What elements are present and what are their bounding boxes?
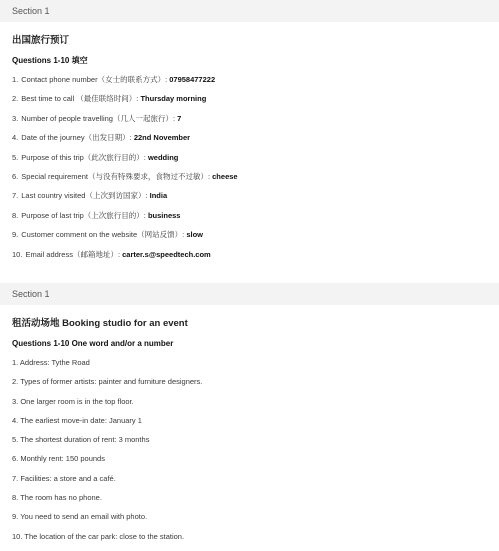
question-prompt: Email address（邮箱地址）: (25, 249, 123, 259)
section-header: Section 1 (0, 283, 499, 305)
statement-item: 9. You need to send an email with photo. (12, 512, 148, 522)
question-prompt: Best time to call （最佳联络时间）: (21, 94, 141, 104)
question-prompt: Purpose of this trip（此次旅行目的）: (21, 152, 148, 162)
question-prompt: Contact phone number（女士的联系方式）: (21, 75, 170, 84)
question-number: 4. (12, 133, 19, 143)
question-answer: business (147, 210, 181, 220)
questions-subtitle: Questions 1-10 填空 (12, 56, 88, 65)
question-answer: slow (186, 230, 203, 240)
statement-item: 6. Monthly rent: 150 pounds (12, 454, 105, 464)
statement-item: 5. The shortest duration of rent: 3 months (12, 435, 150, 445)
question-answer: Thursday morning (140, 94, 207, 104)
question-item (12, 109, 489, 128)
question-number: 3. (12, 113, 19, 123)
question-answer: India (149, 191, 168, 201)
statement-list (12, 353, 489, 546)
question-prompt: Special requirement（与没有特殊要求，食物过不过敏）: (21, 171, 213, 181)
question-item (12, 128, 489, 147)
section-title: 出国旅行预订 (12, 35, 70, 46)
question-answer: 22nd November (133, 133, 191, 143)
section-title: 租活动场地 Booking studio for an event (12, 318, 188, 329)
statement-item: 8. The room has no phone. (12, 493, 102, 503)
section-1-content (0, 35, 499, 264)
questions-subtitle: Questions 1-10 One word and/or a number (12, 339, 174, 348)
question-number: 10. (12, 249, 23, 259)
question-answer: 7 (177, 113, 182, 123)
question-item (12, 70, 489, 89)
question-number: 7. (12, 191, 19, 201)
question-number: 2. (12, 94, 19, 104)
question-prompt: Purpose of last trip（上次旅行目的）: (21, 210, 148, 220)
question-number: 8. (12, 210, 19, 220)
section-2 (0, 283, 499, 546)
question-list (12, 70, 489, 264)
statement-item: 7. Facilities: a store and a café. (12, 473, 116, 483)
question-answer: cheese (212, 171, 238, 181)
question-item (12, 89, 489, 108)
question-prompt: Customer comment on the website（网站反馈）: (21, 230, 187, 240)
question-number: 5. (12, 152, 19, 162)
statement-item: 4. The earliest move-in date: January 1 (12, 415, 142, 425)
question-answer: carter.s@speedtech.com (122, 249, 211, 259)
question-number: 9. (12, 230, 19, 240)
section-2-content (0, 318, 499, 546)
question-item (12, 245, 489, 264)
question-number: 1. (12, 75, 19, 84)
statement-item: 1. Address: Tythe Road (12, 358, 90, 367)
question-item (12, 225, 489, 244)
statement-item: 3. One larger room is in the top floor. (12, 396, 134, 406)
question-prompt: Date of the journey（出发日期）: (21, 133, 134, 143)
statement-item: 10. The location of the car park: close to the station. (12, 531, 185, 541)
section-header: Section 1 (0, 0, 499, 22)
statement-item: 2. Types of former artists: painter and furniture designers. (12, 377, 203, 387)
question-answer: wedding (147, 152, 179, 162)
question-prompt: Last country visited（上次到访国家）: (21, 191, 150, 201)
question-item (12, 186, 489, 205)
question-item (12, 206, 489, 225)
question-item (12, 167, 489, 186)
question-item (12, 148, 489, 167)
question-number: 6. (12, 171, 19, 181)
question-answer: 07958477222 (169, 75, 216, 84)
question-prompt: Number of people travelling（几人一起旅行）: (21, 113, 178, 123)
